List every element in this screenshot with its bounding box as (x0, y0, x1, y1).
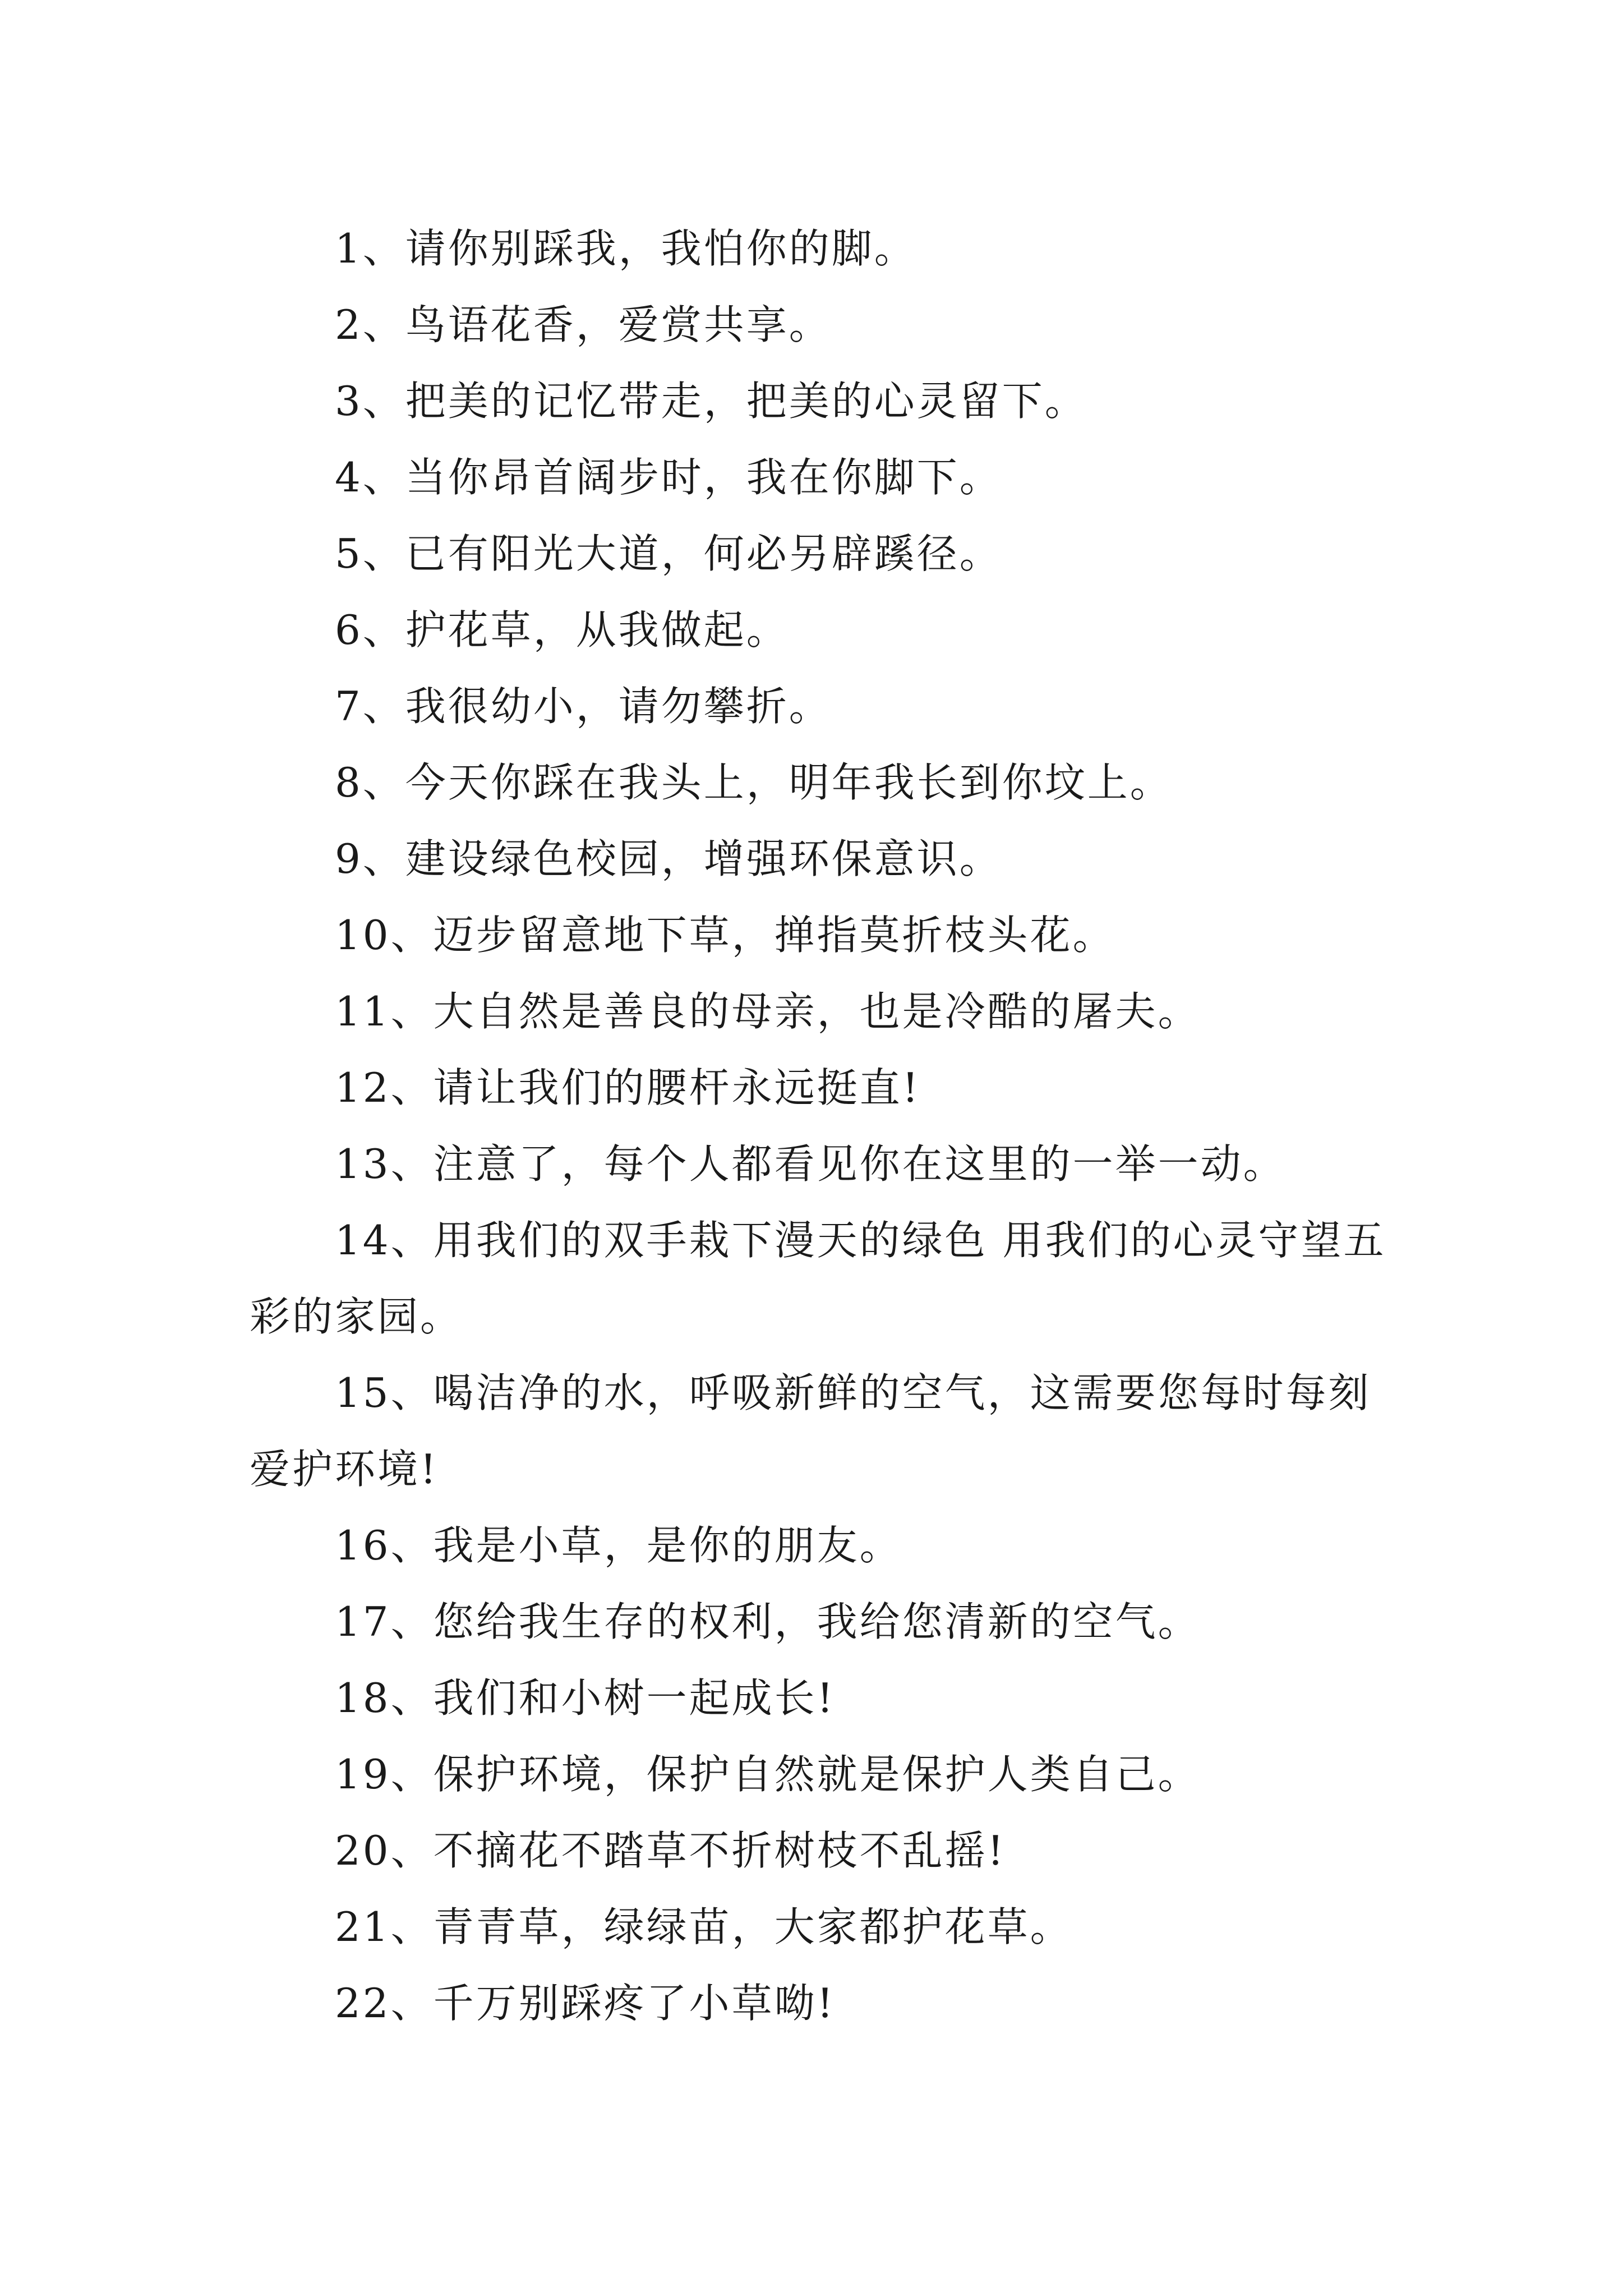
slogan-paragraph-10: 10、迈步留意地下草，掸指莫折枝头花。 (335, 912, 1115, 959)
slogan-paragraph-16: 16、我是小草，是你的朋友。 (335, 1522, 902, 1569)
document-body (250, 210, 1394, 2041)
slogan-paragraph-13: 13、注意了，每个人都看见你在这里的一举一动。 (335, 1140, 1286, 1188)
slogan-paragraph-14: 14、用我们的双手栽下漫天的绿色 用我们的心灵守望五彩的家园。 (250, 1217, 1386, 1340)
slogan-paragraph-15: 15、喝洁净的水，呼吸新鲜的空气，这需要您每时每刻爱护环境! (250, 1369, 1371, 1493)
slogan-paragraph-1: 1、请你别踩我，我怕你的脚。 (335, 225, 917, 272)
slogan-paragraph-6: 6、护花草，从我做起。 (335, 606, 789, 654)
slogan-paragraph-18: 18、我们和小树一起成长! (335, 1674, 836, 1722)
slogan-paragraph-4: 4、当你昂首阔步时，我在你脚下。 (335, 454, 1002, 501)
slogan-paragraph-8: 8、今天你踩在我头上，明年我长到你坟上。 (335, 759, 1173, 806)
slogan-paragraph-2: 2、鸟语花香，爱赏共享。 (335, 301, 832, 348)
slogan-paragraph-7: 7、我很幼小，请勿攀折。 (335, 683, 832, 730)
slogan-paragraph-5: 5、已有阳光大道，何必另辟蹊径。 (335, 530, 1002, 577)
slogan-paragraph-17: 17、您给我生存的权利，我给您清新的空气。 (335, 1598, 1201, 1645)
slogan-paragraph-3: 3、把美的记忆带走，把美的心灵留下。 (335, 378, 1087, 425)
slogan-paragraph-9: 9、建设绿色校园，增强环保意识。 (335, 835, 1002, 882)
slogan-paragraph-20: 20、不摘花不踏草不折树枝不乱摇! (335, 1827, 1006, 1874)
slogan-paragraph-12: 12、请让我们的腰杆永远挺直! (335, 1064, 921, 1111)
slogan-paragraph-21: 21、青青草，绿绿苗，大家都护花草。 (335, 1903, 1073, 1950)
slogan-paragraph-22: 22、千万别踩疼了小草呦! (335, 1980, 836, 2027)
slogan-paragraph-19: 19、保护环境，保护自然就是保护人类自己。 (335, 1751, 1201, 1798)
slogan-paragraph-11: 11、大自然是善良的母亲，也是冷酷的屠夫。 (335, 988, 1201, 1035)
